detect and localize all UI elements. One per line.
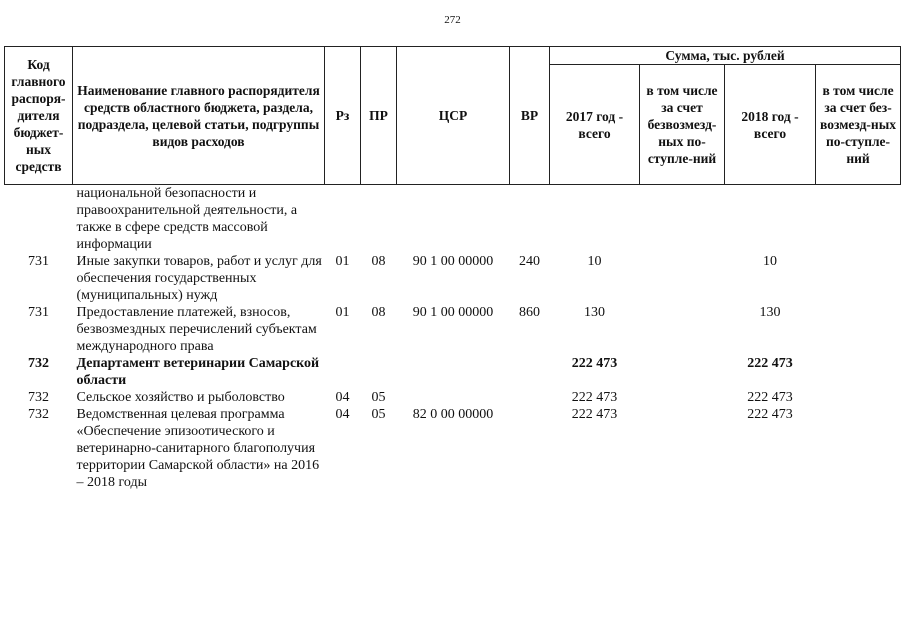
- cell-sum-2018: 10: [763, 254, 777, 269]
- cell-csr: 90 1 00 00000: [412, 254, 494, 269]
- cell-vr: 240: [519, 254, 540, 269]
- header-2017-total: 2017 год - всего: [550, 65, 640, 185]
- cell-code: 732: [28, 407, 49, 422]
- cell-csr: [397, 389, 510, 406]
- cell-sum-2017: [550, 185, 640, 254]
- table-row: [5, 304, 901, 355]
- cell-name: национальной безопасности и правоохранительной деятельности, а также в сфере средств массовой информации: [76, 186, 298, 252]
- cell-name: Предоставление платежей, взносов, безвозмездных перечислений субъектам международного права: [76, 305, 317, 354]
- cell-sum-2018: 130: [759, 305, 781, 320]
- cell-rz: [325, 355, 361, 389]
- header-vr: ВР: [510, 47, 550, 185]
- cell-vr: [510, 389, 550, 406]
- cell-sum-2017: 130: [584, 305, 605, 320]
- cell-rz: 04: [335, 390, 350, 405]
- page-number: 272: [444, 14, 461, 26]
- header-2018-total: 2018 год - всего: [725, 65, 816, 185]
- table-row: [5, 389, 901, 406]
- cell-pr: 05: [371, 390, 386, 405]
- cell-free-2018: [816, 389, 901, 406]
- header-2017-free: в том числе за счет безвозмезд-ных по-ступле-ний: [640, 65, 725, 185]
- cell-sum-2018: [725, 185, 816, 254]
- header-sum-title: Сумма, тыс. рублей: [550, 47, 901, 65]
- cell-csr: 82 0 00 00000: [412, 407, 494, 422]
- cell-code: 732: [28, 390, 49, 405]
- table-row: [5, 253, 901, 304]
- budget-table: [4, 46, 901, 491]
- cell-sum-2018: 222 473: [747, 390, 793, 405]
- table-header: [5, 47, 901, 185]
- cell-vr: 860: [519, 305, 540, 320]
- cell-free-2017: [640, 185, 725, 254]
- cell-csr: 90 1 00 00000: [412, 305, 494, 320]
- cell-sum-2017: 10: [587, 254, 602, 269]
- cell-sum-2017: 222 473: [571, 356, 618, 371]
- header-rz: Рз: [325, 47, 361, 185]
- cell-code: 731: [28, 305, 49, 320]
- header-2018-free: в том числе за счет без-возмезд-ных по-ступле-ний: [816, 65, 901, 185]
- cell-rz: 04: [335, 407, 350, 422]
- cell-name: Сельское хозяйство и рыболовство: [76, 390, 285, 405]
- cell-vr: [510, 355, 550, 389]
- cell-free-2017: [640, 253, 725, 304]
- cell-name: Иные закупки товаров, работ и услуг для обеспечения государственных (муниципальных) нужд: [76, 254, 322, 303]
- cell-vr: [510, 185, 550, 254]
- cell-rz: 01: [335, 305, 350, 320]
- cell-rz: [325, 185, 361, 254]
- table-row: [5, 185, 901, 254]
- cell-sum-2018: 222 473: [747, 356, 793, 371]
- table-row: [5, 406, 901, 491]
- cell-free-2018: [816, 304, 901, 355]
- cell-csr: [397, 355, 510, 389]
- header-pr: ПР: [361, 47, 397, 185]
- table-body: [5, 185, 901, 492]
- cell-free-2017: [640, 406, 725, 491]
- header-csr: ЦСР: [397, 47, 510, 185]
- cell-free-2017: [640, 355, 725, 389]
- cell-name: Ведомственная целевая программа «Обеспечение эпизоотического и ветеринарно-санитарного благополучия территории Самарской области» на 2016 – 2018 годы: [76, 407, 320, 490]
- cell-pr: [361, 355, 397, 389]
- cell-free-2017: [640, 304, 725, 355]
- header-code: Код главного распоря-дителя бюджет-ных средств: [5, 47, 73, 185]
- cell-sum-2017: 222 473: [571, 407, 618, 422]
- cell-free-2018: [816, 355, 901, 389]
- cell-rz: 01: [335, 254, 350, 269]
- cell-vr: [510, 406, 550, 491]
- cell-pr: 08: [371, 305, 386, 320]
- cell-free-2018: [816, 253, 901, 304]
- cell-code: [5, 185, 73, 254]
- cell-pr: 05: [371, 407, 386, 422]
- cell-pr: [361, 185, 397, 254]
- cell-pr: 08: [371, 254, 386, 269]
- cell-name: Департамент ветеринарии Самарской области: [76, 356, 320, 388]
- cell-sum-2018: 222 473: [747, 407, 793, 422]
- cell-csr: [397, 185, 510, 254]
- cell-free-2018: [816, 406, 901, 491]
- cell-code: 731: [28, 254, 49, 269]
- header-name: Наименование главного распорядителя средств областного бюджета, раздела, подраздела, целевой статьи, подгруппы видов расходов: [73, 47, 325, 185]
- cell-sum-2017: 222 473: [571, 390, 618, 405]
- cell-free-2017: [640, 389, 725, 406]
- table-row: [5, 355, 901, 389]
- cell-free-2018: [816, 185, 901, 254]
- cell-code: 732: [28, 356, 49, 371]
